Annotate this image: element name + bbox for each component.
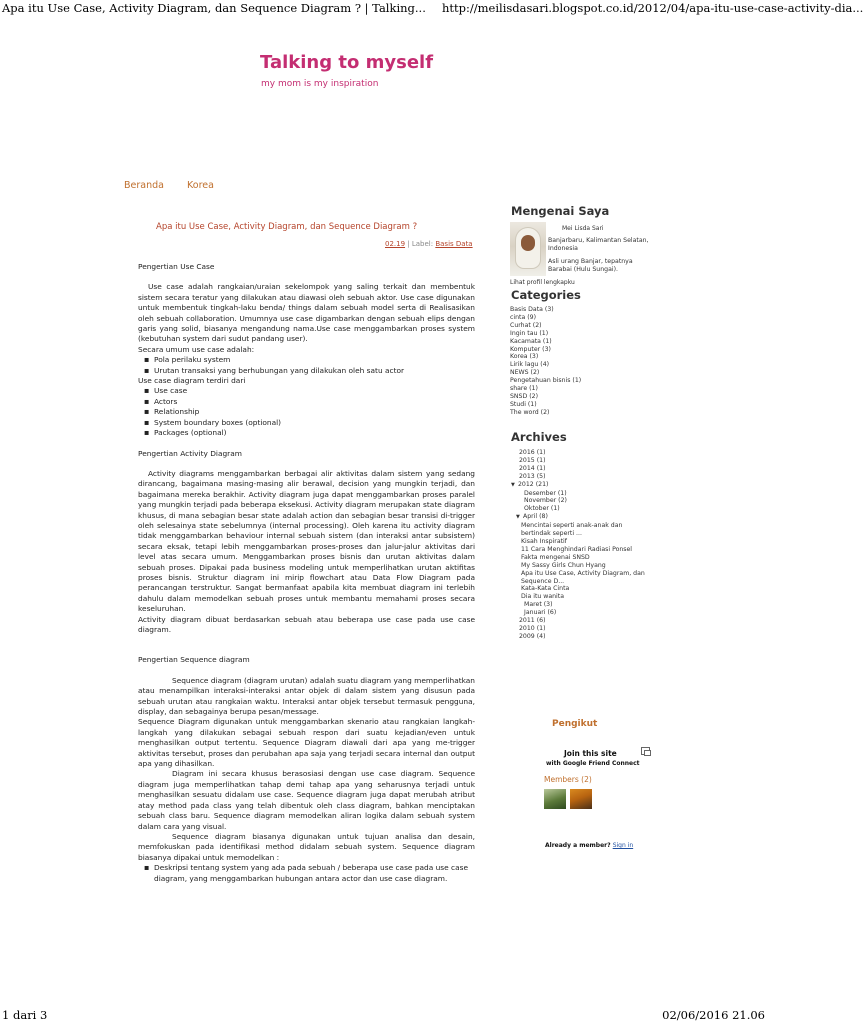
usecase-parts-label: Use case diagram terdiri dari [138, 376, 246, 386]
join-site-button[interactable]: Join this site [564, 749, 617, 758]
paragraph-sequence-2: Sequence Diagram digunakan untuk menggambarkan skenario atau rangkaian langkah-langkah yang dilakukan sebagai sebuah respon dari suatu kejadian/even untuk menghasilkan output tertentu. Sequence Diagram diawali dari apa yang me-trigger aktivitas tersebut, proses dan perubahan apa saja yang terjadi secara internal dan output apa yang dihasilkan. [138, 717, 475, 769]
print-date: 02/06/2016 21.06 [662, 1008, 765, 1022]
list-item: ▪ Packages (optional) [144, 428, 475, 438]
expanded-triangle-icon[interactable]: ▼ [511, 481, 515, 488]
archive-year-2012-row [510, 481, 670, 490]
list-item: ▪ Actors [144, 397, 475, 407]
archive-post-link[interactable]: Kisah Inspiratif [521, 537, 567, 545]
category-link[interactable]: SNSD (2) [510, 392, 538, 400]
nav-link-korea[interactable]: Korea [187, 180, 214, 191]
paragraph-sequence-1: Sequence diagram (diagram urutan) adalah suatu diagram yang memperlihatkan atau menampilkan interaksi-interaksi antar objek di dalam sistem yang disusun pada sebuah urutan atau rangkaian waktu. Interaksi antar objek tersebut termasuk pengguna, display, dan sebagainya berupa pesan/message. [138, 675, 475, 717]
archive-post-link[interactable]: Apa itu Use Case, Activity Diagram, dan Sequence D... [521, 569, 645, 585]
archives-heading: Archives [511, 430, 567, 444]
list-item: ▪ Urutan transaksi yang berhubungan yang dilakukan oleh satu actor [144, 366, 475, 376]
profile-name[interactable]: Mei Lisda Sari [562, 225, 604, 232]
usecase-general-list [144, 355, 475, 376]
expanded-triangle-icon[interactable]: ▼ [516, 514, 520, 521]
category-link[interactable]: NEWS (2) [510, 369, 540, 377]
categories-list [510, 306, 581, 417]
archive-post-link[interactable]: Mencintai seperti anak-anak dan bertindak seperti ... [521, 522, 623, 538]
already-member-label: Already a member? [545, 842, 613, 849]
archive-month-oktober[interactable]: Oktober (1) [524, 505, 560, 513]
print-footer [0, 1008, 768, 1024]
sequence-list [144, 863, 475, 884]
category-link[interactable]: Korea (3) [510, 353, 539, 361]
list-item: ▪ System boundary boxes (optional) [144, 418, 475, 428]
post-body [138, 262, 475, 884]
paragraph-sequence-4: Sequence diagram biasanya digunakan untuk tujuan analisa dan desain, memfokuskan pada identifikasi method didalam sebuah system. Sequence diagram biasanya dipakai untuk memodelkan : [138, 831, 475, 862]
list-item: ▪ Pola perilaku system [144, 355, 475, 365]
category-link[interactable]: Komputer (3) [510, 345, 551, 353]
profile-about: Asli urang Banjar, tepatnya Barabai (Hulu Sungai). [548, 258, 633, 273]
paragraph-usecase: Use case adalah rangkaian/uraian sekelompok yang saling terkait dan membentuk sistem secara teratur yang dilakukan atau diawasi oleh sebuah aktor. Use case digunakan untuk membentuk tingkah-laku benda/ things dalam sebuah model serta di Realisasikan oleh sebuah collaboration. Umumnya use case digambarkan dengan sebuah elips dengan garis yang solid, biasanya mengandung nama.Use case menggambarkan proses system (kebutuhan system dari sudut pandang user). [138, 282, 475, 344]
archive-post-link[interactable]: 11 Cara Menghindari Radiasi Ponsel [521, 545, 633, 553]
post-title[interactable]: Apa itu Use Case, Activity Diagram, dan Sequence Diagram ? [156, 222, 418, 232]
archive-year-2011[interactable]: 2011 (6) [519, 617, 546, 625]
followers-heading: Pengikut [552, 719, 598, 729]
archive-month-november[interactable]: November (2) [524, 497, 567, 505]
archive-year-2016[interactable]: 2016 (1) [519, 449, 546, 456]
print-page-number: 1 dari 3 [2, 1008, 48, 1022]
list-item: ▪ Deskripsi tentang system yang ada pada sebuah / beberapa use case pada use case diagram, yang menggambarkan hubungan antara actor dan use case diagram. [144, 863, 475, 884]
top-nav [124, 180, 234, 191]
blog-description: my mom is my inspiration [261, 79, 379, 89]
section-heading-activity: Pengertian Activity Diagram [138, 448, 242, 458]
archive-month-april-row [510, 513, 670, 522]
nav-link-beranda[interactable]: Beranda [124, 180, 164, 191]
categories-heading: Categories [511, 288, 581, 302]
paragraph-activity: Activity diagrams menggambarkan berbagai alir aktivitas dalam sistem yang sedang dirancang, bagaimana masing-masing alir berawal, decision yang mungkin terjadi, dan bagaimana mereka berakhir. Activity diagram juga dapat menggambarkan proses paralel yang mungkin terjadi pada beberapa eksekusi. Activity diagram merupakan state diagram khusus, di mana sebagian besar state adalah action dan sebagian besar transisi di-trigger oleh selesainya state sebelumnya (internal processing). Oleh karena itu activity diagram tidak menggambarkan behaviour internal sebuah sistem (dan interaksi antar subsistem) secara eksak, tetapi lebih menggambarkan proses-proses dan jalur-jalur aktivitas dari level atas secara umum. Menggambarkan proses bisnis dan urutan aktivitas dalam sebuah proses. Dipakai pada business modeling untuk memperlihatkan urutan aktifitas proses bisnis. Struktur diagram ini mirip flowchart atau Data Flow Diagram pada perancangan terstruktur. Sangat bermanfaat apabila kita membuat diagram ini terlebih dahulu dalam memodelkan sebuah proses untuk membantu memahami proses secara keseluruhan. [138, 468, 475, 614]
category-link[interactable]: Basis Data (3) [510, 306, 554, 313]
archives-tree [510, 449, 670, 641]
category-link[interactable]: Ingin tau (1) [510, 329, 549, 337]
archive-month-maret[interactable]: Maret (3) [524, 601, 553, 609]
post-label-prefix: | Label: [405, 240, 436, 248]
category-link[interactable]: share (1) [510, 385, 538, 393]
category-link[interactable]: Studi (1) [510, 400, 537, 408]
archive-year-2010[interactable]: 2010 (1) [519, 624, 546, 632]
members-count[interactable]: Members (2) [544, 775, 592, 784]
archive-month-desember[interactable]: Desember (1) [524, 489, 567, 497]
category-link[interactable]: Kacamata (1) [510, 337, 552, 345]
member-avatar[interactable] [570, 789, 592, 809]
usecase-general-label: Secara umum use case adalah: [138, 344, 255, 354]
archive-post-link[interactable]: My Sassy Girls Chun Hyang [521, 561, 606, 569]
post-meta [385, 240, 473, 248]
archive-year-2014[interactable]: 2014 (1) [519, 464, 546, 472]
print-header [0, 0, 863, 16]
about-heading: Mengenai Saya [511, 204, 610, 218]
archive-month-januari[interactable]: Januari (6) [524, 609, 557, 617]
print-page-url: http://meilisdasari.blogspot.co.id/2012/04/apa-itu-use-case-activity-dia... [442, 1, 863, 15]
category-link[interactable]: The word (2) [510, 408, 550, 416]
archive-year-2013[interactable]: 2013 (5) [519, 472, 546, 480]
profile-photo[interactable] [510, 222, 546, 276]
full-profile-link[interactable]: Lihat profil lengkapku [510, 279, 575, 286]
sign-in-link[interactable]: Sign in [612, 842, 634, 849]
already-member-text [545, 842, 633, 849]
category-link[interactable]: cinta (9) [510, 313, 536, 321]
archive-month-april[interactable]: April (8) [523, 513, 548, 521]
print-page-title: Apa itu Use Case, Activity Diagram, dan Sequence Diagram ? | Talking... [2, 1, 426, 15]
section-heading-usecase: Pengertian Use Case [138, 262, 215, 271]
section-heading-sequence: Pengertian Sequence diagram [138, 655, 250, 665]
paragraph-sequence-3: Diagram ini secara khusus berasosiasi dengan use case diagram. Sequence diagram juga memperlihatkan tahap demi tahap apa yang seharusnya terjadi untuk menghasilkan sesuatu didalam use case. Sequence diagram juga dapat merubah atribut atay method pada class yang telah dibentuk oleh class diagram, bahkan menciptakan sebuah class baru. Sequence diagram memodelkan aliran logika dalam sebuah system dalam cara yang visual. [138, 769, 475, 831]
profile-location: Banjarbaru, Kalimantan Selatan, Indonesia [548, 237, 649, 252]
paragraph-activity-2: Activity diagram dibuat berdasarkan sebuah atau beberapa use case pada use case diagram. [138, 614, 475, 634]
popup-window-icon[interactable] [641, 747, 650, 755]
post-time-link[interactable]: 02.19 [385, 240, 406, 248]
archive-year-2009[interactable]: 2009 (4) [519, 632, 546, 640]
archive-year-2015[interactable]: 2015 (1) [519, 456, 546, 464]
google-friend-connect-label: with Google Friend Connect [546, 760, 640, 767]
list-item: ▪ Use case [144, 386, 475, 396]
member-avatar[interactable] [544, 789, 566, 809]
category-link[interactable]: Curhat (2) [510, 321, 542, 329]
list-item: ▪ Relationship [144, 407, 475, 417]
category-link[interactable]: Pengetahuan bisnis (1) [510, 377, 582, 385]
blog-title[interactable]: Talking to myself [260, 52, 434, 73]
category-link[interactable]: Lirik lagu (4) [510, 361, 550, 369]
archive-post-link[interactable]: Kata-Kata Cinta [521, 585, 570, 593]
archive-post-link[interactable]: Fakta mengenai SNSD [521, 553, 590, 561]
archive-post-link[interactable]: Dia itu wanita [521, 593, 564, 601]
usecase-parts-list [144, 386, 475, 438]
archive-year-2012[interactable]: 2012 (21) [518, 480, 549, 488]
post-label-link[interactable]: Basis Data [435, 240, 473, 248]
